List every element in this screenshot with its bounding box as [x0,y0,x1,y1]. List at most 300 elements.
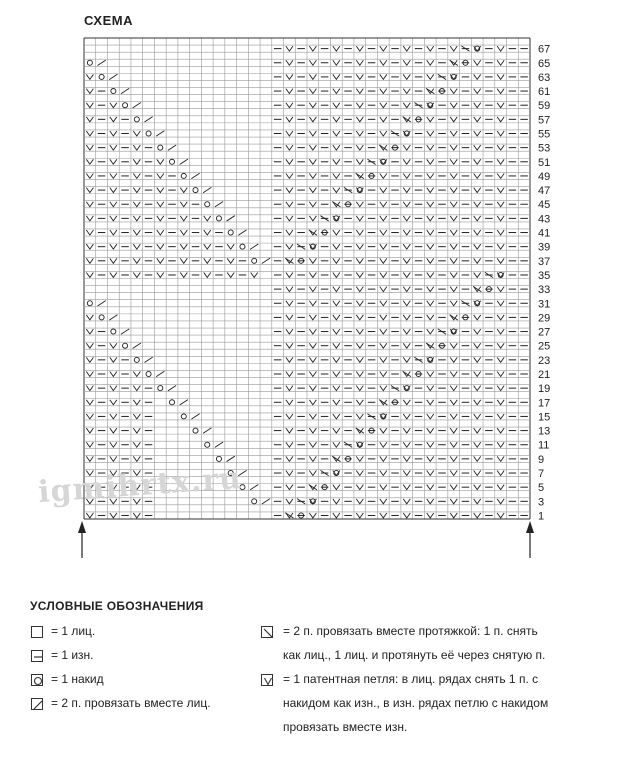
brioche-mark [380,46,387,51]
brioche-mark [450,173,457,178]
brioche-mark [450,272,457,277]
brioche-mark [474,499,481,504]
row-number: 23 [538,354,551,367]
brioche-mark [286,428,293,433]
brioche-mark [497,301,504,306]
brioche-mark [204,230,211,235]
brioche-mark [309,60,316,65]
yarn-over-mark [146,371,151,376]
brioche-mark [427,60,434,65]
k2tog-mark [97,60,105,65]
brioche-mark [133,513,140,518]
brioche-mark [474,230,481,235]
brioche-mark [427,173,434,178]
brioche-mark [380,258,387,263]
yarn-over-mark [205,442,210,447]
brioche-mark [86,343,93,348]
brioche-mark [380,428,387,433]
k2tog-mark [180,159,188,164]
brioche-mark [356,315,363,320]
brioche-mark [286,230,293,235]
k2tog-mark [168,385,176,390]
brioche-mark [450,188,457,193]
k2tog-mark [97,301,105,306]
brioche-mark [403,272,410,277]
brioche-mark [333,230,340,235]
k2tog-mark [250,244,258,249]
brioche-mark [86,386,93,391]
brioche-mark [133,414,140,419]
brioche-mark [157,173,164,178]
brioche-mark [356,400,363,405]
brioche-mark [380,386,387,391]
brioche-mark [356,329,363,334]
brioche-mark [380,513,387,518]
brioche-mark [86,216,93,221]
brioche-mark [333,89,340,94]
row-number: 61 [538,86,551,99]
brioche-mark [356,513,363,518]
brioche-mark [110,428,117,433]
brioche-mark [286,442,293,447]
brioche-mark [356,230,363,235]
brioche-mark [450,159,457,164]
brioche-mark [309,471,316,476]
brioche-mark [356,103,363,108]
brioche-mark [356,46,363,51]
row-number: 15 [538,411,551,424]
brioche-mark [380,89,387,94]
brioche-mark [474,513,481,518]
brioche-mark [204,272,211,277]
brioche-mark [450,414,457,419]
legend-brioche-line-1: = 1 патентная петля: в лиц. рядах снять 1 п. с [283,672,539,686]
brioche-mark [286,456,293,461]
yarn-over-mark [252,499,257,504]
brioche-mark [497,485,504,490]
row-number: 43 [538,213,551,226]
brioche-mark [474,329,481,334]
brioche-mark [474,372,481,377]
brioche-mark [450,131,457,136]
brioche-mark [497,414,504,419]
brioche-mark [427,400,434,405]
brioche-mark [450,145,457,150]
k2tog-mark [156,371,164,376]
brioche-mark [497,74,504,79]
brioche-mark [450,372,457,377]
k2tog-mark [262,258,270,263]
brioche-mark [474,357,481,362]
row-number: 55 [538,128,551,141]
row-number: 41 [538,227,551,240]
brioche-mark [157,258,164,263]
row-number: 51 [538,156,551,169]
brioche-mark [474,89,481,94]
brioche-mark [110,442,117,447]
brioche-mark [286,485,293,490]
legend-purl: = 1 изн. [51,648,94,662]
brioche-mark [309,202,316,207]
brioche-mark [474,258,481,263]
yarn-over-mark [111,329,116,334]
brioche-mark [497,159,504,164]
brioche-mark [380,173,387,178]
brioche-mark [497,471,504,476]
brioche-mark [380,188,387,193]
brioche-mark [333,357,340,362]
brioche-mark [286,499,293,504]
row-number: 35 [538,269,551,282]
brioche-mark [133,456,140,461]
brioche-mark [110,258,117,263]
k2tog-mark [109,315,117,320]
brioche-mark [474,188,481,193]
legend-k2tog: = 2 п. провязать вместе лиц. [51,696,211,710]
brioche-mark [380,442,387,447]
row-number: 25 [538,340,551,353]
brioche-mark [286,202,293,207]
brioche-mark [497,499,504,504]
brioche-mark [497,117,504,122]
brioche-mark [286,159,293,164]
brioche-mark [86,117,93,122]
brioche-mark [86,244,93,249]
brioche-mark [286,315,293,320]
brioche-mark [110,230,117,235]
brioche-mark [286,272,293,277]
brioche-mark [286,89,293,94]
brioche-mark [286,74,293,79]
brioche-mark [497,230,504,235]
k2tog-mark [203,428,211,433]
row-number: 63 [538,71,551,84]
legend-knit: = 1 лиц. [51,624,96,638]
brioche-mark [403,315,410,320]
brioche-mark [86,74,93,79]
brioche-mark [333,343,340,348]
brioche-mark [403,414,410,419]
brioche-mark [227,244,234,249]
brioche-mark [333,287,340,292]
yarn-over-mark [87,60,92,65]
k2tog-mark [250,484,258,489]
brioche-mark [133,272,140,277]
brioche-mark [403,329,410,334]
brioche-mark [450,357,457,362]
yarn-over-icon [31,674,43,686]
brioche-mark [450,386,457,391]
brioche-mark [110,131,117,136]
brioche-mark [427,428,434,433]
brioche-mark [110,188,117,193]
yarn-over-mark [134,117,139,122]
brioche-mark [356,414,363,419]
brioche-mark [497,329,504,334]
brioche-mark [309,456,316,461]
brioche-mark [403,216,410,221]
row-number: 27 [538,326,551,339]
brioche-mark [133,188,140,193]
brioche-mark [450,471,457,476]
brioche-mark [356,202,363,207]
yarn-over-mark [123,103,128,108]
brioche-mark [180,244,187,249]
brioche-mark [380,244,387,249]
yarn-over-mark [123,343,128,348]
row-number: 17 [538,397,551,410]
k2tog-mark [144,357,152,362]
brioche-mark [450,301,457,306]
brioche-mark [133,159,140,164]
brioche-mark [309,386,316,391]
brioche-mark [474,74,481,79]
brioche-mark [403,145,410,150]
brioche-mark [333,301,340,306]
k2tog-mark [133,343,141,348]
brioche-mark [133,244,140,249]
brioche-mark [110,414,117,419]
brioche-mark [86,442,93,447]
row-number: 39 [538,241,551,254]
brioche-mark [380,357,387,362]
brioche-mark [356,499,363,504]
k2tog-mark [191,173,199,178]
yarn-over-mark [205,202,210,207]
brioche-mark [110,513,117,518]
brioche-mark [356,287,363,292]
brioche-mark [450,442,457,447]
brioche-mark [157,159,164,164]
brioche-mark [333,513,340,518]
brioche-mark [380,103,387,108]
brioche-mark [497,244,504,249]
row-number: 13 [538,425,551,438]
brioche-mark [309,159,316,164]
brioche-mark [86,230,93,235]
brioche-mark [450,513,457,518]
brioche-mark [333,159,340,164]
yarn-over-mark [169,159,174,164]
brioche-mark [380,287,387,292]
brioche-mark [427,485,434,490]
brioche-mark [450,230,457,235]
brioche-mark [286,357,293,362]
brioche-mark [497,131,504,136]
yarn-over-mark [87,301,92,306]
brioche-mark [333,46,340,51]
brioche-mark [309,414,316,419]
brioche-mark [427,442,434,447]
brioche-mark [333,244,340,249]
k2tog-mark [109,74,117,79]
row-number: 1 [538,510,545,523]
brioche-mark [497,216,504,221]
brioche-mark [450,202,457,207]
brioche-mark [333,386,340,391]
row-number: 21 [538,368,551,381]
k2tog-mark [144,117,152,122]
brioche-mark [380,272,387,277]
brioche-mark [380,131,387,136]
yarn-over-mark [193,188,198,193]
brioche-mark [133,202,140,207]
brioche-mark [474,117,481,122]
brioche-mark [157,230,164,235]
brioche-mark [110,202,117,207]
brioche-mark [86,131,93,136]
brioche-mark [427,244,434,249]
row-number: 59 [538,100,551,113]
brioche-mark [286,471,293,476]
brioche-mark [427,471,434,476]
brioche-mark [110,145,117,150]
k2tog-mark [215,202,223,207]
brioche-mark [251,272,258,277]
row-number: 65 [538,57,551,70]
brioche-mark [450,428,457,433]
brioche-mark [133,216,140,221]
brioche-mark [286,329,293,334]
brioche-mark [497,456,504,461]
brioche-mark [309,103,316,108]
brioche-mark [427,188,434,193]
brioche-mark [474,442,481,447]
brioche-mark [286,117,293,122]
brioche-mark [403,287,410,292]
legend-ssk-line-2: как лиц., 1 лиц. и протянуть её через снятую п. [283,648,546,662]
brioche-mark [157,188,164,193]
brioche-mark [86,357,93,362]
start-arrow-left-head [78,521,86,533]
brioche-mark [286,372,293,377]
brioche-mark [356,343,363,348]
yarn-over-mark [240,244,245,249]
brioche-mark [497,287,504,292]
brioche-mark [427,159,434,164]
brioche-mark [286,188,293,193]
brioche-mark [204,216,211,221]
brioche-mark [474,400,481,405]
brioche-mark [356,145,363,150]
row-number: 53 [538,142,551,155]
brioche-mark [110,272,117,277]
brioche-mark [286,400,293,405]
yarn-over-mark [216,456,221,461]
brioche-mark [110,117,117,122]
brioche-mark [286,343,293,348]
brioche-mark [474,456,481,461]
brioche-mark [86,315,93,320]
brioche-mark [427,202,434,207]
brioche-mark [356,301,363,306]
brioche-mark [427,272,434,277]
row-number: 31 [538,298,551,311]
brioche-mark [356,74,363,79]
brioche-mark [450,343,457,348]
brioche-mark [427,216,434,221]
brioche-mark [474,159,481,164]
brioche-mark [356,386,363,391]
brioche-mark [403,202,410,207]
brioche-mark [333,272,340,277]
brioche-mark [474,202,481,207]
brioche-mark [497,357,504,362]
brioche-mark [497,145,504,150]
k2tog-mark [168,145,176,150]
brioche-mark [286,244,293,249]
brioche-mark [356,244,363,249]
brioche-mark [227,258,234,263]
brioche-mark [356,159,363,164]
k2tog-mark [121,329,129,334]
start-arrow-right-head [526,521,534,533]
yarn-over-mark [181,414,186,419]
row-number: 29 [538,312,551,325]
brioche-mark [474,471,481,476]
brioche-mark [286,216,293,221]
k2tog-mark [238,230,246,235]
row-number: 45 [538,199,551,212]
brioche-mark [286,173,293,178]
row-number: 57 [538,114,551,127]
legend-title: УСЛОВНЫЕ ОБОЗНАЧЕНИЯ [30,599,204,613]
brioche-mark [380,301,387,306]
brioche-mark [497,315,504,320]
brioche-mark [110,343,117,348]
brioche-mark [380,485,387,490]
brioche-mark [286,414,293,419]
brioche-mark [333,329,340,334]
brioche-mark [86,89,93,94]
brioche-mark [356,372,363,377]
brioche-mark [403,357,410,362]
yarn-over-mark [99,315,104,320]
brioche-mark [133,131,140,136]
brioche-mark [309,173,316,178]
k2tog-icon [31,698,43,710]
brioche-mark [180,202,187,207]
brioche-mark [110,357,117,362]
yarn-over-mark [216,216,221,221]
row-number: 33 [538,284,551,297]
row-number: 49 [538,170,551,183]
brioche-mark [403,456,410,461]
brioche-mark [133,145,140,150]
brioche-mark [497,442,504,447]
yarn-over-mark [134,357,139,362]
brioche-mark [157,272,164,277]
brioche-mark [497,202,504,207]
brioche-mark [309,117,316,122]
brioche-mark [474,315,481,320]
brioche-mark [450,244,457,249]
brioche-mark [309,301,316,306]
brioche-mark [356,89,363,94]
brioche-mark [497,46,504,51]
brioche-mark [86,372,93,377]
brioche-mark [309,188,316,193]
brioche-mark [333,372,340,377]
brioche-mark [474,343,481,348]
legend-brioche-line-3: провязать вместе изн. [283,720,408,734]
purl-stitch-icon [31,650,43,662]
k2tog-mark [215,442,223,447]
brioche-mark [333,60,340,65]
brioche-mark [309,287,316,292]
brioche-mark [403,400,410,405]
brioche-mark [309,428,316,433]
